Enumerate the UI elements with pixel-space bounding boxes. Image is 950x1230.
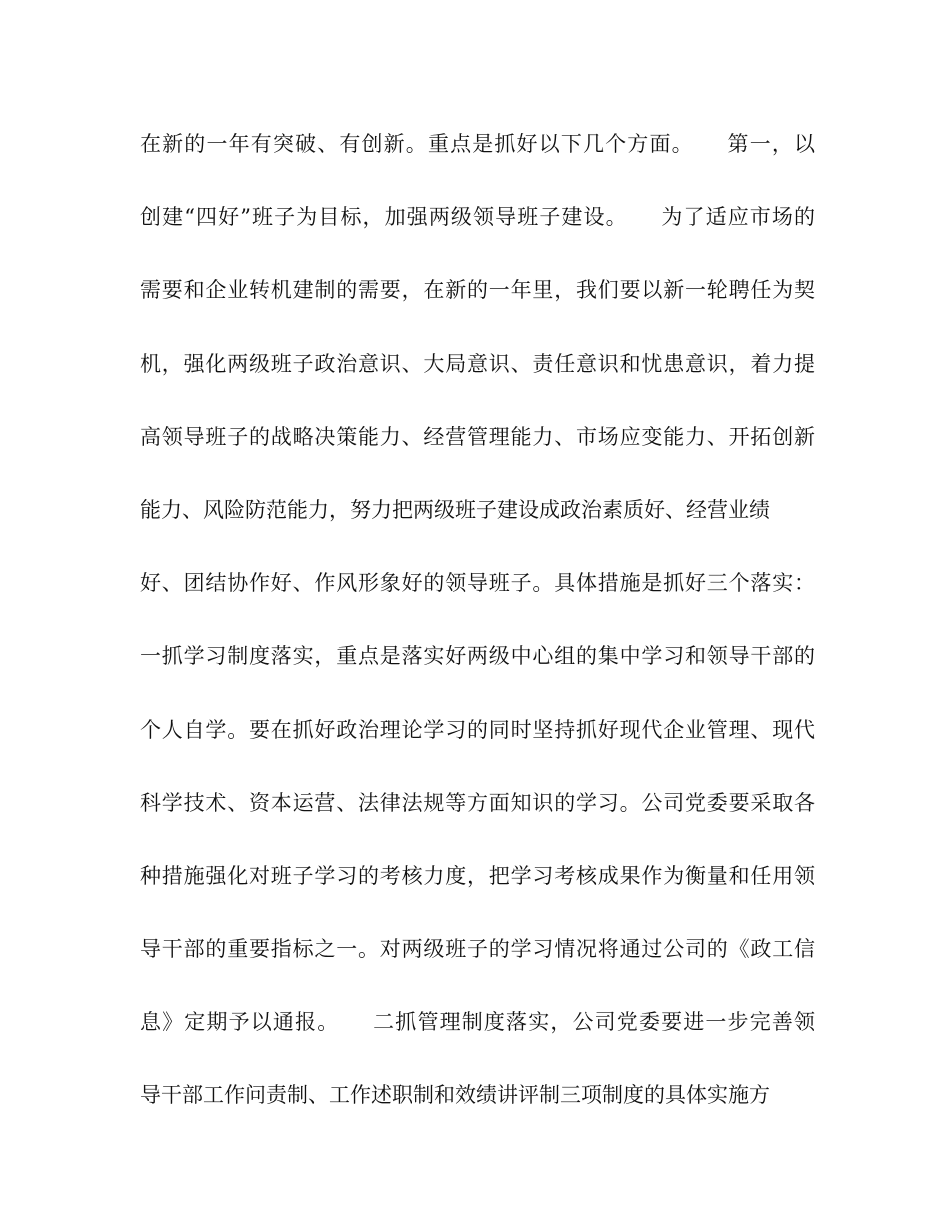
text-line: 高领导班子的战略决策能力、经营管理能力、市场应变能力、开拓创新	[140, 424, 815, 449]
text-line: 科学技术、资本运营、法律法规等方面知识的学习。公司党委要采取各	[140, 790, 815, 815]
body-text	[140, 120, 815, 1145]
text-line: 导干部工作问责制、工作述职制和效绩讲评制三项制度的具体实施方	[140, 1083, 770, 1108]
text-line: 好、团结协作好、作风形象好的领导班子。具体措施是抓好三个落实：	[140, 571, 815, 596]
text-line: 创建“四好”班子为目标，加强两级领导班子建设。 为了适应市场的	[140, 205, 815, 230]
text-line: 在新的一年有突破、有创新。重点是抓好以下几个方面。 第一，以	[140, 132, 815, 156]
text-line: 机，强化两级班子政治意识、大局意识、责任意识和忧患意识，着力提	[140, 351, 815, 376]
text-line: 需要和企业转机建制的需要，在新的一年里，我们要以新一轮聘任为契	[140, 278, 815, 303]
text-line: 一抓学习制度落实，重点是落实好两级中心组的集中学习和领导干部的	[140, 644, 815, 669]
text-line: 能力、风险防范能力，努力把两级班子建设成政治素质好、经营业绩	[140, 497, 770, 522]
text-line: 种措施强化对班子学习的考核力度，把学习考核成果作为衡量和任用领	[140, 863, 815, 888]
text-line: 息》定期予以通报。 二抓管理制度落实，公司党委要进一步完善领	[140, 1010, 815, 1035]
text-line: 个人自学。要在抓好政治理论学习的同时坚持抓好现代企业管理、现代	[140, 717, 815, 742]
text-line: 导干部的重要指标之一。对两级班子的学习情况将通过公司的《政工信	[140, 937, 815, 962]
